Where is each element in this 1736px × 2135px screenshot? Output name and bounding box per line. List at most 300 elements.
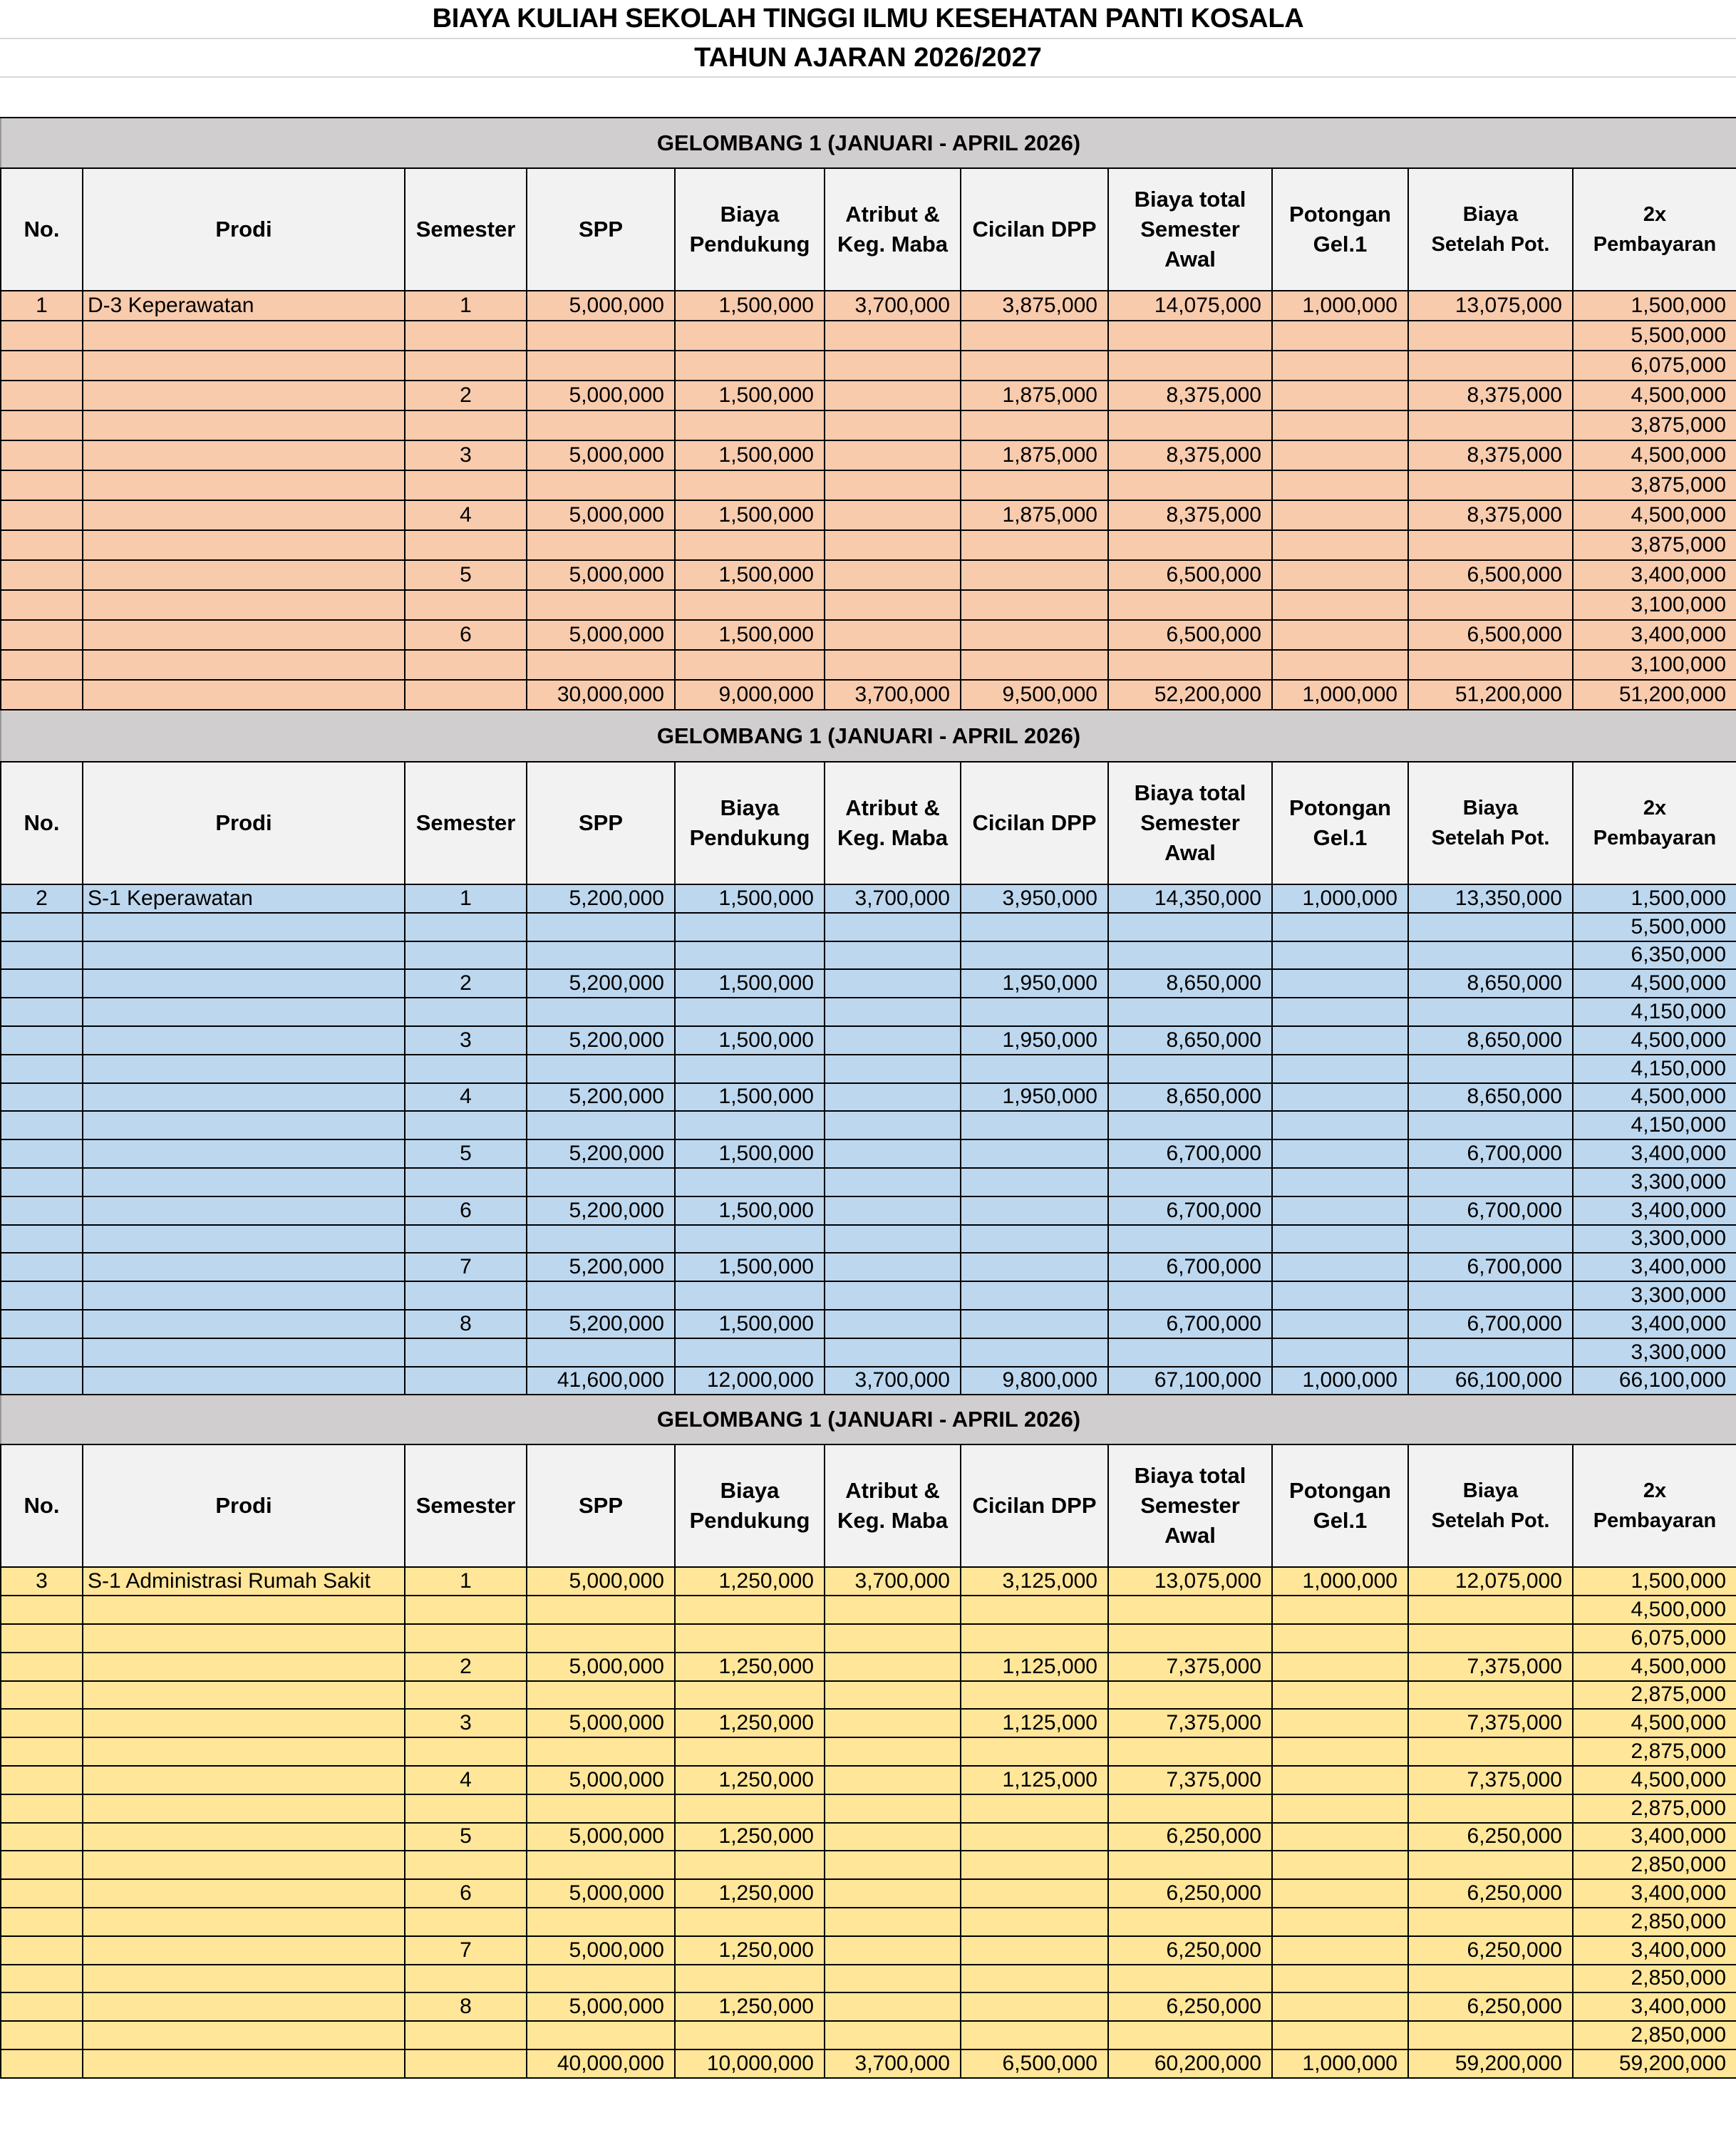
cell-biaya-total-semester-awal [1108,1168,1272,1196]
cell-potongan-gel1 [1272,1168,1408,1196]
cell-atribut-keg-maba [825,941,961,970]
table-row [1,1737,1736,1766]
column-header-no: No. [1,1444,83,1567]
table-row [1,969,1736,998]
cell-biaya-total-semester-awal: 6,250,000 [1108,1823,1272,1851]
cell-biaya-pendukung [675,410,825,440]
cell-biaya-total-semester-awal: 6,500,000 [1108,560,1272,590]
cell-biaya-setelah-pot [1408,1965,1573,1993]
cell-biaya-pendukung: 1,250,000 [675,1709,825,1737]
cell-spp [527,998,675,1026]
column-header-prodi: Prodi [83,1444,405,1567]
cell-atribut-keg-maba [825,440,961,470]
cell-prodi [83,1083,405,1112]
cell-biaya-pendukung [675,1737,825,1766]
cell-cicilan-dpp [961,1879,1108,1908]
cell-pembayaran-2x: 4,150,000 [1573,1055,1736,1083]
cell-biaya-total-semester-awal [1108,1908,1272,1936]
cell-potongan-gel1 [1272,1766,1408,1794]
cell-no [1,1624,83,1653]
cell-semester: 7 [405,1936,527,1965]
cell-cicilan-dpp [961,2021,1108,2049]
cell-no [1,680,83,710]
cell-prodi [83,1737,405,1766]
cell-spp [527,2021,675,2049]
cell-pembayaran-2x: 4,500,000 [1573,1596,1736,1624]
cell-potongan-gel1 [1272,1055,1408,1083]
cell-pembayaran-2x: 3,100,000 [1573,590,1736,620]
cell-biaya-pendukung: 1,500,000 [675,440,825,470]
cell-prodi [83,1709,405,1737]
cell-cicilan-dpp [961,1168,1108,1196]
cell-pembayaran-2x: 3,300,000 [1573,1168,1736,1196]
column-header-biaya-total-semester-awal: Biaya total Semester Awal [1108,168,1272,291]
wave-band-row [1,1395,1736,1444]
cell-potongan-gel1 [1272,1823,1408,1851]
cell-no [1,440,83,470]
cell-pembayaran-2x: 4,500,000 [1573,1083,1736,1112]
cell-biaya-total-semester-awal [1108,1596,1272,1624]
cell-biaya-total-semester-awal [1108,321,1272,351]
cell-pembayaran-2x: 1,500,000 [1573,1567,1736,1596]
cell-spp: 5,000,000 [527,291,675,321]
cell-no [1,530,83,560]
cell-potongan-gel1 [1272,1908,1408,1936]
table-row [1,1196,1736,1225]
cell-no [1,1338,83,1367]
cell-atribut-keg-maba [825,913,961,941]
cell-no [1,1992,83,2021]
cell-atribut-keg-maba [825,1310,961,1338]
table-row [1,1083,1736,1112]
cell-potongan-gel1 [1272,1851,1408,1879]
cell-spp [527,1225,675,1253]
cell-semester: 6 [405,1196,527,1225]
column-header-cicilan-dpp: Cicilan DPP [961,1444,1108,1567]
cell-biaya-setelah-pot: 6,700,000 [1408,1196,1573,1225]
cell-pembayaran-2x: 1,500,000 [1573,291,1736,321]
cell-biaya-setelah-pot: 8,650,000 [1408,1083,1573,1112]
cell-prodi [83,440,405,470]
table-row [1,1111,1736,1139]
cell-atribut-keg-maba [825,500,961,530]
table-row [1,410,1736,440]
cell-prodi [83,1992,405,2021]
total-row [1,680,1736,710]
cell-semester [405,1851,527,1879]
cell-prodi [83,1026,405,1055]
cell-atribut-keg-maba [825,1851,961,1879]
cell-semester [405,1908,527,1936]
cell-semester: 8 [405,1310,527,1338]
cell-biaya-setelah-pot [1408,410,1573,440]
column-header-potongan-gel1: Potongan Gel.1 [1272,168,1408,291]
cell-atribut-keg-maba [825,1139,961,1168]
cell-prodi [83,998,405,1026]
cell-potongan-gel1 [1272,1253,1408,1281]
cell-biaya-total-semester-awal [1108,1851,1272,1879]
cell-no [1,1055,83,1083]
cell-cicilan-dpp [961,1225,1108,1253]
cell-spp: 5,000,000 [527,381,675,410]
cell-pembayaran-2x: 4,150,000 [1573,1111,1736,1139]
cell-biaya-setelah-pot: 8,375,000 [1408,500,1573,530]
cell-biaya-setelah-pot [1408,2021,1573,2049]
column-header-spp: SPP [527,762,675,884]
cell-prodi [83,1965,405,1993]
cell-biaya-pendukung [675,1624,825,1653]
cell-pembayaran-2x: 4,500,000 [1573,440,1736,470]
cell-biaya-total-semester-awal [1108,1281,1272,1310]
cell-biaya-setelah-pot [1408,650,1573,680]
cell-biaya-setelah-pot [1408,941,1573,970]
cell-biaya-total-semester-awal [1108,1111,1272,1139]
cell-cicilan-dpp: 1,875,000 [961,381,1108,410]
cell-semester [405,470,527,500]
cell-no [1,381,83,410]
cell-no [1,1766,83,1794]
cell-pembayaran-2x: 2,875,000 [1573,1794,1736,1823]
cell-biaya-setelah-pot [1408,1111,1573,1139]
cell-spp: 5,000,000 [527,440,675,470]
cell-prodi [83,1055,405,1083]
cell-biaya-setelah-pot [1408,1624,1573,1653]
cell-biaya-setelah-pot [1408,321,1573,351]
cell-biaya-total-semester-awal: 6,700,000 [1108,1253,1272,1281]
cell-biaya-pendukung: 1,500,000 [675,1196,825,1225]
cell-biaya-total-semester-awal: 8,375,000 [1108,500,1272,530]
table-row [1,351,1736,381]
table-row [1,1225,1736,1253]
table-row [1,560,1736,590]
cell-atribut-keg-maba [825,1965,961,1993]
cell-semester [405,1596,527,1624]
wave-band-label: GELOMBANG 1 (JANUARI - APRIL 2026) [1,118,1736,168]
cell-no [1,470,83,500]
cell-potongan-gel1 [1272,590,1408,620]
cell-biaya-pendukung [675,913,825,941]
fee-table [0,117,1736,2079]
cell-pembayaran-2x: 59,200,000 [1573,2049,1736,2078]
cell-potongan-gel1: 1,000,000 [1272,1567,1408,1596]
cell-potongan-gel1 [1272,1624,1408,1653]
cell-prodi [83,1196,405,1225]
cell-atribut-keg-maba [825,1026,961,1055]
cell-biaya-pendukung: 1,500,000 [675,1083,825,1112]
cell-spp: 5,000,000 [527,1936,675,1965]
cell-spp: 5,000,000 [527,1653,675,1681]
cell-potongan-gel1 [1272,620,1408,650]
cell-semester [405,998,527,1026]
column-header-cicilan-dpp: Cicilan DPP [961,762,1108,884]
cell-biaya-total-semester-awal: 14,350,000 [1108,884,1272,913]
cell-pembayaran-2x: 2,850,000 [1573,1851,1736,1879]
cell-pembayaran-2x: 3,875,000 [1573,470,1736,500]
cell-prodi [83,1823,405,1851]
cell-pembayaran-2x: 4,500,000 [1573,1026,1736,1055]
cell-semester: 2 [405,1653,527,1681]
cell-cicilan-dpp [961,590,1108,620]
cell-semester [405,321,527,351]
cell-semester [405,2021,527,2049]
cell-biaya-total-semester-awal: 67,100,000 [1108,1367,1272,1395]
cell-biaya-setelah-pot [1408,590,1573,620]
cell-biaya-setelah-pot [1408,913,1573,941]
cell-pembayaran-2x: 4,150,000 [1573,998,1736,1026]
column-header-atribut-keg-maba: Atribut & Keg. Maba [825,762,961,884]
cell-no [1,1281,83,1310]
cell-semester: 2 [405,381,527,410]
cell-no [1,1083,83,1112]
cell-spp: 5,000,000 [527,1992,675,2021]
cell-atribut-keg-maba: 3,700,000 [825,680,961,710]
cell-spp [527,1965,675,1993]
cell-potongan-gel1 [1272,1681,1408,1710]
cell-biaya-pendukung [675,1794,825,1823]
cell-pembayaran-2x: 3,400,000 [1573,1310,1736,1338]
table-row [1,1681,1736,1710]
cell-spp [527,1908,675,1936]
cell-biaya-total-semester-awal: 6,250,000 [1108,1992,1272,2021]
cell-pembayaran-2x: 6,350,000 [1573,941,1736,970]
cell-atribut-keg-maba [825,560,961,590]
cell-biaya-setelah-pot [1408,351,1573,381]
cell-prodi [83,1310,405,1338]
cell-spp [527,1111,675,1139]
cell-spp: 5,000,000 [527,500,675,530]
cell-biaya-total-semester-awal [1108,2021,1272,2049]
cell-spp [527,1338,675,1367]
cell-semester [405,1055,527,1083]
cell-biaya-setelah-pot [1408,470,1573,500]
cell-potongan-gel1 [1272,470,1408,500]
cell-biaya-total-semester-awal [1108,1737,1272,1766]
cell-atribut-keg-maba [825,1196,961,1225]
table-row [1,1936,1736,1965]
cell-pembayaran-2x: 3,400,000 [1573,1139,1736,1168]
cell-no [1,1168,83,1196]
cell-semester: 1 [405,291,527,321]
cell-no [1,969,83,998]
table-row [1,500,1736,530]
cell-biaya-pendukung [675,530,825,560]
cell-biaya-pendukung [675,1055,825,1083]
cell-potongan-gel1 [1272,410,1408,440]
cell-biaya-setelah-pot: 8,650,000 [1408,969,1573,998]
cell-potongan-gel1 [1272,381,1408,410]
cell-biaya-pendukung [675,351,825,381]
cell-semester: 8 [405,1992,527,2021]
table-row [1,1281,1736,1310]
table-row [1,1055,1736,1083]
cell-biaya-total-semester-awal: 13,075,000 [1108,1567,1272,1596]
column-header-biaya-pendukung: Biaya Pendukung [675,1444,825,1567]
cell-biaya-total-semester-awal: 6,500,000 [1108,620,1272,650]
column-header-pembayaran-2x: 2x Pembayaran [1573,762,1736,884]
cell-atribut-keg-maba: 3,700,000 [825,291,961,321]
cell-atribut-keg-maba [825,1338,961,1367]
cell-spp [527,941,675,970]
cell-potongan-gel1 [1272,1111,1408,1139]
cell-biaya-setelah-pot: 7,375,000 [1408,1766,1573,1794]
cell-semester [405,1367,527,1395]
cell-potongan-gel1 [1272,1653,1408,1681]
cell-biaya-setelah-pot [1408,1737,1573,1766]
cell-pembayaran-2x: 6,075,000 [1573,351,1736,381]
cell-spp [527,1055,675,1083]
cell-biaya-setelah-pot [1408,1851,1573,1879]
cell-spp: 41,600,000 [527,1367,675,1395]
cell-biaya-setelah-pot [1408,1596,1573,1624]
cell-cicilan-dpp [961,1596,1108,1624]
table-row [1,1965,1736,1993]
cell-prodi [83,969,405,998]
cell-pembayaran-2x: 4,500,000 [1573,381,1736,410]
cell-potongan-gel1 [1272,1737,1408,1766]
cell-potongan-gel1 [1272,969,1408,998]
cell-spp: 5,000,000 [527,1709,675,1737]
cell-pembayaran-2x: 3,400,000 [1573,1936,1736,1965]
cell-potongan-gel1 [1272,321,1408,351]
table-row [1,1879,1736,1908]
cell-potongan-gel1 [1272,1596,1408,1624]
cell-atribut-keg-maba [825,1879,961,1908]
cell-biaya-setelah-pot: 6,700,000 [1408,1253,1573,1281]
cell-biaya-total-semester-awal: 6,700,000 [1108,1139,1272,1168]
table-row [1,884,1736,913]
cell-no [1,1737,83,1766]
cell-spp [527,470,675,500]
cell-no: 3 [1,1567,83,1596]
cell-no [1,998,83,1026]
cell-potongan-gel1 [1272,1310,1408,1338]
cell-pembayaran-2x: 3,400,000 [1573,560,1736,590]
cell-prodi [83,590,405,620]
cell-atribut-keg-maba [825,1083,961,1112]
cell-biaya-total-semester-awal [1108,530,1272,560]
cell-prodi [83,1596,405,1624]
column-header-no: No. [1,168,83,291]
cell-semester: 3 [405,440,527,470]
cell-atribut-keg-maba [825,1055,961,1083]
column-header-spp: SPP [527,168,675,291]
cell-semester [405,913,527,941]
cell-prodi [83,351,405,381]
cell-cicilan-dpp [961,560,1108,590]
total-row [1,1367,1736,1395]
cell-atribut-keg-maba [825,470,961,500]
cell-prodi [83,1624,405,1653]
cell-prodi [83,1794,405,1823]
cell-atribut-keg-maba [825,1281,961,1310]
cell-semester [405,530,527,560]
cell-biaya-pendukung [675,1908,825,1936]
cell-cicilan-dpp: 1,950,000 [961,1083,1108,1112]
cell-semester: 7 [405,1253,527,1281]
column-header-biaya-setelah-pot: Biaya Setelah Pot. [1408,168,1573,291]
cell-cicilan-dpp: 1,950,000 [961,1026,1108,1055]
cell-cicilan-dpp [961,1111,1108,1139]
cell-biaya-total-semester-awal: 60,200,000 [1108,2049,1272,2078]
cell-semester [405,941,527,970]
cell-potongan-gel1 [1272,650,1408,680]
cell-biaya-pendukung: 1,500,000 [675,560,825,590]
cell-no [1,1681,83,1710]
cell-biaya-setelah-pot [1408,1055,1573,1083]
column-header-pembayaran-2x: 2x Pembayaran [1573,168,1736,291]
cell-biaya-pendukung [675,1111,825,1139]
cell-cicilan-dpp [961,998,1108,1026]
cell-no [1,2021,83,2049]
cell-spp [527,913,675,941]
column-header-semester: Semester [405,1444,527,1567]
cell-spp: 5,000,000 [527,1823,675,1851]
column-header-biaya-total-semester-awal: Biaya total Semester Awal [1108,762,1272,884]
cell-biaya-total-semester-awal [1108,913,1272,941]
cell-atribut-keg-maba: 3,700,000 [825,884,961,913]
cell-spp: 30,000,000 [527,680,675,710]
cell-no [1,1879,83,1908]
cell-biaya-pendukung [675,1281,825,1310]
cell-biaya-pendukung: 12,000,000 [675,1367,825,1395]
section-d3-keperawatan [1,118,1736,710]
cell-spp: 5,200,000 [527,1253,675,1281]
cell-no: 2 [1,884,83,913]
cell-atribut-keg-maba [825,2021,961,2049]
table-row [1,321,1736,351]
cell-atribut-keg-maba [825,590,961,620]
cell-pembayaran-2x: 3,400,000 [1573,1992,1736,2021]
column-header-atribut-keg-maba: Atribut & Keg. Maba [825,1444,961,1567]
table-row [1,650,1736,680]
cell-biaya-setelah-pot: 6,500,000 [1408,560,1573,590]
cell-semester [405,1225,527,1253]
cell-semester [405,1681,527,1710]
cell-spp [527,1281,675,1310]
cell-cicilan-dpp [961,1992,1108,2021]
table-row [1,1253,1736,1281]
cell-no [1,560,83,590]
page-subtitle: TAHUN AJARAN 2026/2027 [0,39,1736,78]
cell-semester [405,410,527,440]
cell-biaya-setelah-pot [1408,998,1573,1026]
cell-potongan-gel1 [1272,998,1408,1026]
cell-biaya-pendukung: 1,250,000 [675,1879,825,1908]
cell-biaya-total-semester-awal: 8,375,000 [1108,440,1272,470]
cell-prodi: D-3 Keperawatan [83,291,405,321]
cell-cicilan-dpp [961,410,1108,440]
cell-potongan-gel1 [1272,1794,1408,1823]
cell-pembayaran-2x: 4,500,000 [1573,1709,1736,1737]
cell-biaya-setelah-pot: 7,375,000 [1408,1709,1573,1737]
cell-prodi [83,913,405,941]
cell-biaya-pendukung [675,941,825,970]
column-header-spp: SPP [527,1444,675,1567]
cell-spp [527,1794,675,1823]
cell-biaya-setelah-pot: 6,250,000 [1408,1992,1573,2021]
cell-semester: 5 [405,560,527,590]
cell-prodi [83,410,405,440]
cell-biaya-pendukung: 1,250,000 [675,1823,825,1851]
cell-cicilan-dpp [961,1851,1108,1879]
cell-biaya-setelah-pot: 6,700,000 [1408,1139,1573,1168]
cell-spp: 5,000,000 [527,560,675,590]
cell-no [1,351,83,381]
cell-potongan-gel1 [1272,440,1408,470]
column-header-pembayaran-2x: 2x Pembayaran [1573,1444,1736,1567]
cell-cicilan-dpp [961,941,1108,970]
cell-cicilan-dpp [961,1196,1108,1225]
